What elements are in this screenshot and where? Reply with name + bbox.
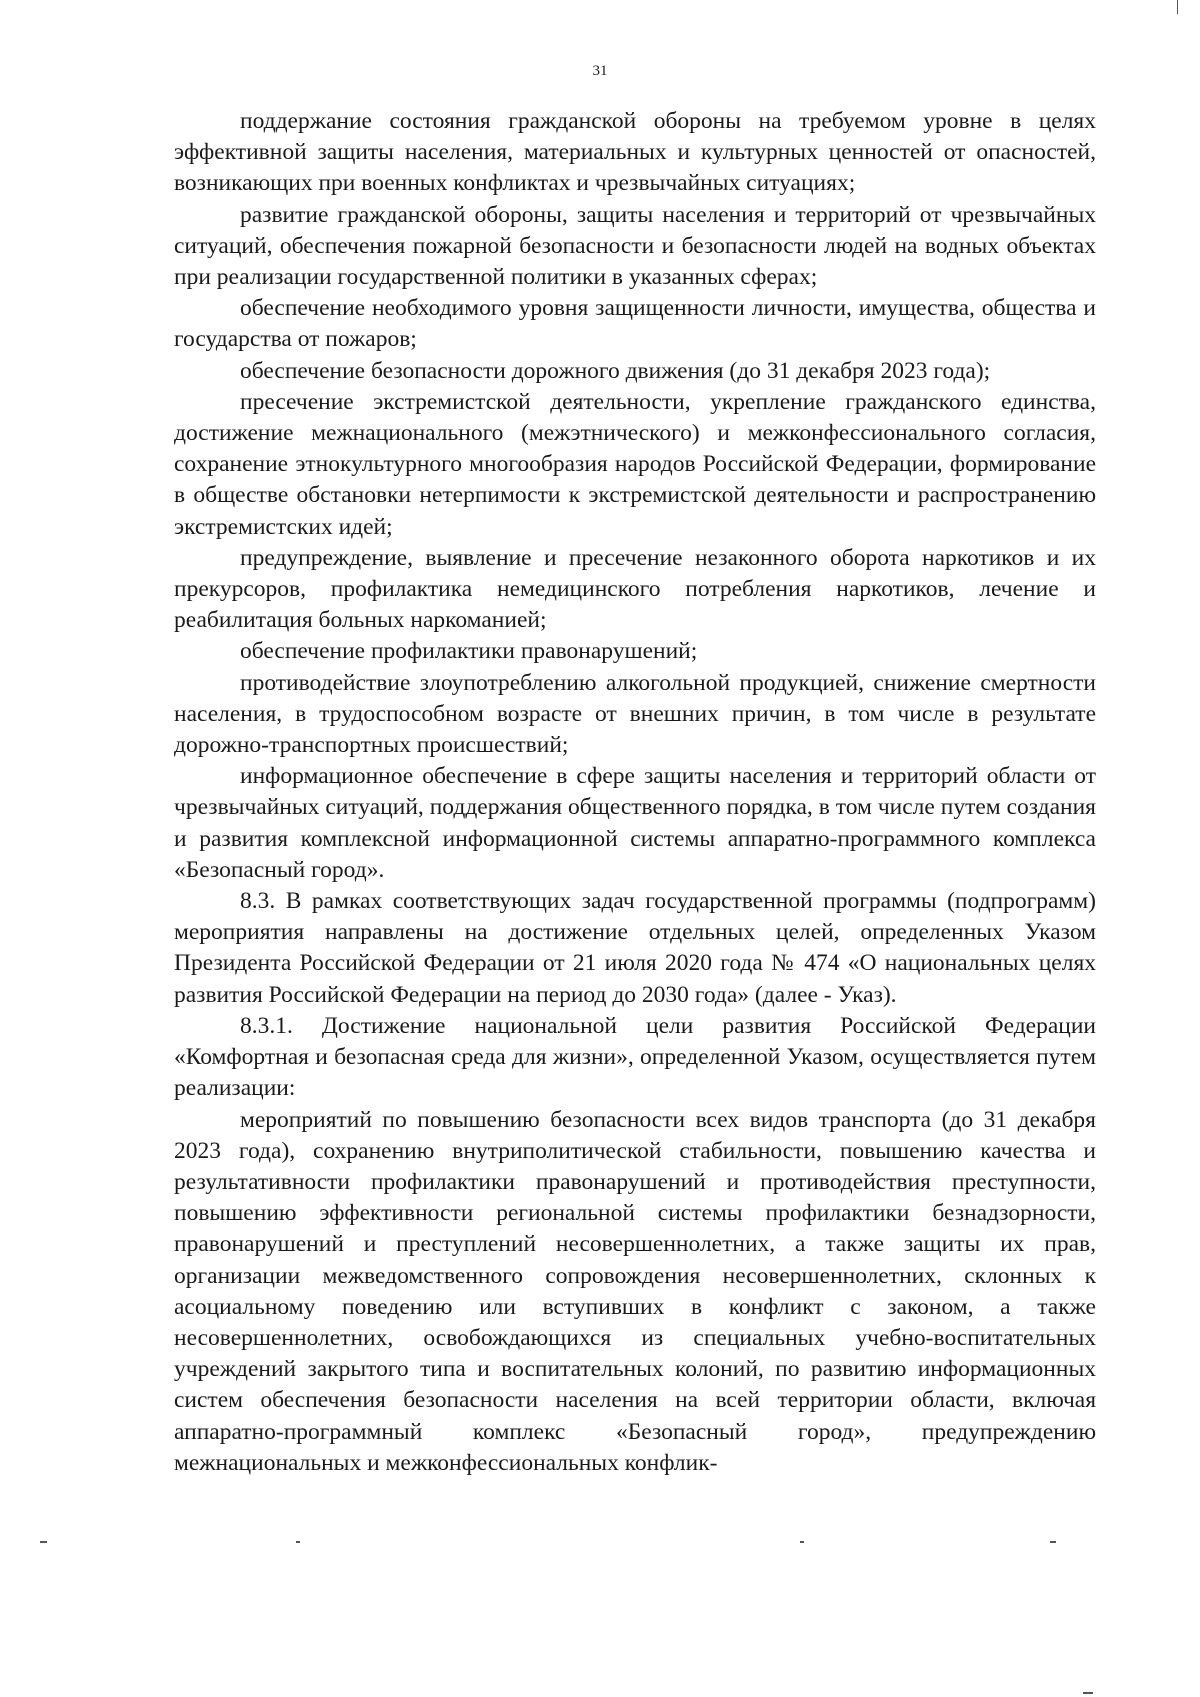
scan-mark-right (1050, 1541, 1056, 1543)
paragraph-extremism-prevention: пресечение экстремистской деятельности, укрепление гражданского единства, достижение межнационального (межэтнического) и межконфессионального согласия, сохранение этнокультурного многообразия народов Российской Федерации, формирование в обществе обстановки нетерпимости к экстремистской деятельности и распространению экстремистских идей; (174, 388, 1096, 540)
paragraph-offense-prevention: обеспечение профилактики правонарушений; (240, 638, 698, 665)
paragraph-civil-defense-development: развитие гражданской обороны, защиты населения и территорий от чрезвычайных ситуаций, обеспечения пожарной безопасности и безопасности людей на водных объектах при реализации государственной политики в указанных сферах; (174, 201, 1096, 291)
page-number: 31 (592, 63, 608, 79)
scan-mark-center-left (296, 1541, 300, 1543)
scan-mark-center-right (800, 1541, 804, 1543)
paragraph-drug-prevention: предупреждение, выявление и пресечение незаконного оборота наркотиков и их прекурсоров, профилактика немедицинского потребления наркотиков, лечение и реабилитация больных наркоманией; (174, 544, 1096, 634)
scan-edge-top-right (1177, 0, 1178, 14)
paragraph-alcohol-abuse: противодействие злоупотреблению алкогольной продукцией, снижение смертности населения, в трудоспособном возрасте от внешних причин, в том числе в результате дорожно-транспортных происшествий; (174, 669, 1096, 759)
scan-edge-bottom-right (1083, 1692, 1093, 1694)
paragraph-measures-list: мероприятий по повышению безопасности всех видов транспорта (до 31 декабря 2023 года), сохранению внутриполитической стабильности, повышению качества и результативности профилактики правонарушений и противодействия преступности, повышению эффективности региональной системы профилактики безнадзорности, правонарушений и преступлений несовершеннолетних, а также защиты их прав, организации межведомственного сопровождения несовершеннолетних, склонных к асоциальному поведению или вступивших в конфликт с законом, а также несовершеннолетних, освобождающихся из специальных учебно-воспитательных учреждений закрытого типа и воспитательных колоний, по развитию информационных систем обеспечения безопасности населения на всей территории области, включая аппаратно-программный комплекс «Безопасный город», предупреждению межнациональных и межконфессиональных конфлик- (174, 1106, 1096, 1476)
document-body (174, 106, 1096, 1479)
paragraph-civil-defense-maintenance: поддержание состояния гражданской обороны на требуемом уровне в целях эффективной защиты населения, материальных и культурных ценностей от опасностей, возникающих при военных конфликтах и чрезвычайных ситуациях; (174, 108, 1096, 197)
paragraph-fire-protection: обеспечение необходимого уровня защищенности личности, имущества, общества и государства от пожаров; (174, 295, 1096, 353)
paragraph-road-safety: обеспечение безопасности дорожного движения (до 31 декабря 2023 года); (240, 357, 991, 384)
paragraph-section-8-3: 8.3. В рамках соответствующих задач государственной программы (подпрограмм) мероприятия направлены на достижение отдельных целей, определенных Указом Президента Российской Федерации от 21 июля 2020 года № 474 «О национальных целях развития Российской Федерации на период до 2030 года» (далее - Указ). (174, 888, 1096, 1008)
scan-mark-left (40, 1541, 47, 1543)
paragraph-section-8-3-1: 8.3.1. Достижение национальной цели развития Российской Федерации «Комфортная и безопасная среда для жизни», определенной Указом, осуществляется путем реализации: (174, 1012, 1096, 1102)
paragraph-information-support: информационное обеспечение в сфере защиты населения и территорий области от чрезвычайных ситуаций, поддержания общественного порядка, в том числе путем создания и развития комплексной информационной системы аппаратно-программного комплекса «Безопасный город». (174, 763, 1096, 883)
